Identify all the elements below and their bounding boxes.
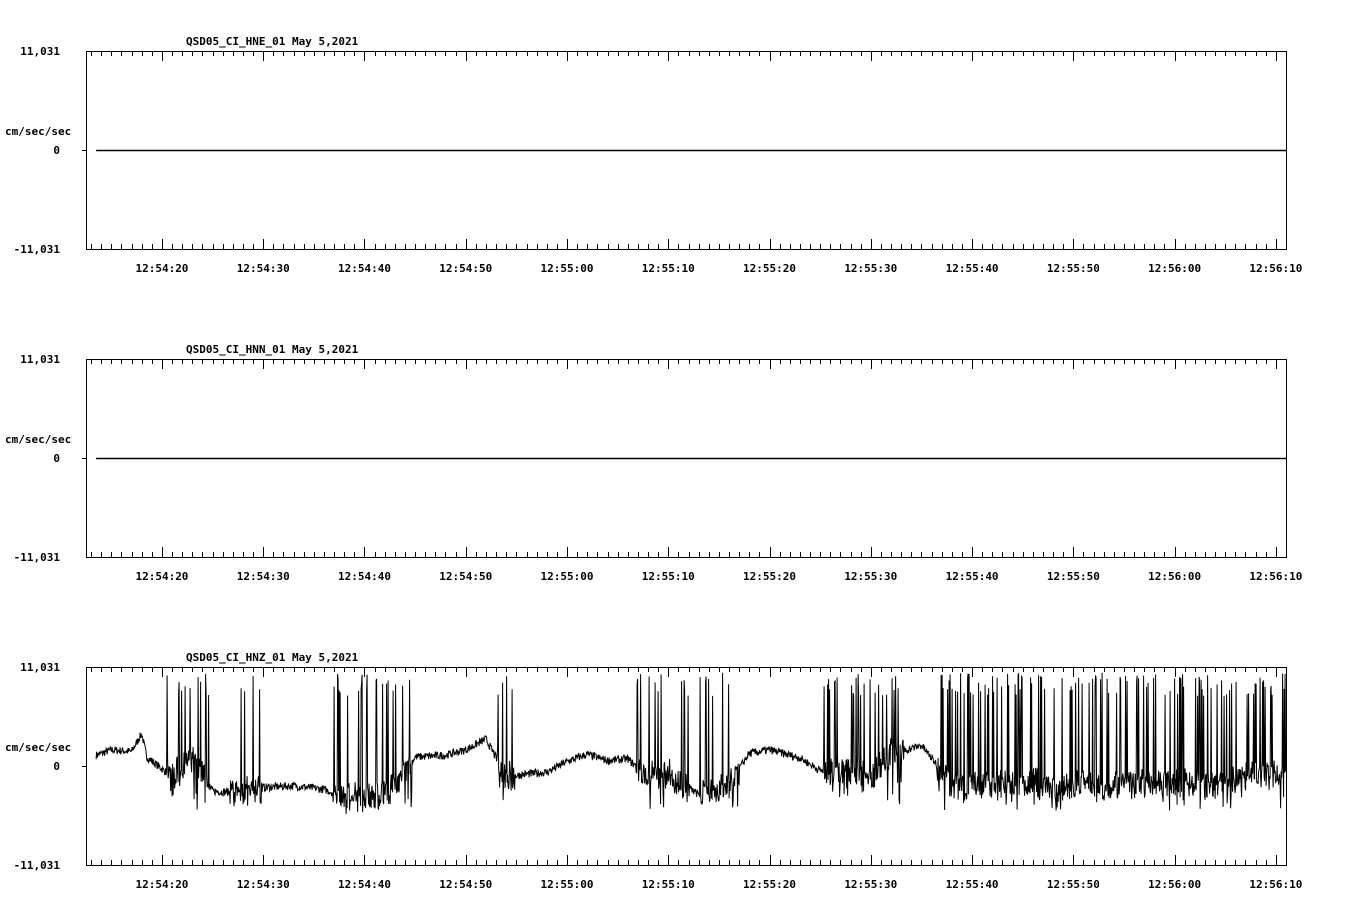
x-tick-label: 12:55:40 [945,878,999,891]
x-tick-label: 12:55:10 [641,878,695,891]
x-tick-label: 12:54:20 [135,570,189,583]
seismogram-panel [5,343,1302,583]
x-tick-label: 12:54:30 [236,878,290,891]
x-tick-label: 12:55:20 [743,262,797,275]
y-tick-label: -11,031 [13,551,60,564]
x-tick-label: 12:56:00 [1148,878,1202,891]
x-tick-label: 12:54:20 [135,878,189,891]
x-tick-label: 12:56:10 [1249,878,1303,891]
x-tick-label: 12:55:00 [540,570,594,583]
panel-title: QSD05_CI_HNE_01 May 5,2021 [186,35,359,48]
panel-title: QSD05_CI_HNN_01 May 5,2021 [186,343,359,356]
x-tick-label: 12:55:20 [743,570,797,583]
seismogram-panel [5,35,1302,275]
y-tick-label: 0 [53,452,60,465]
y-tick-label: -11,031 [13,859,60,872]
x-tick-label: 12:55:40 [945,262,999,275]
y-tick-label: 11,031 [20,661,60,674]
x-tick-label: 12:55:40 [945,570,999,583]
x-tick-label: 12:55:50 [1046,878,1100,891]
y-axis-label: cm/sec/sec [5,741,72,754]
x-tick-label: 12:55:30 [844,262,898,275]
x-tick-label: 12:55:50 [1046,570,1100,583]
x-tick-label: 12:55:20 [743,878,797,891]
x-tick-label: 12:54:50 [439,878,493,891]
x-tick-label: 12:55:00 [540,262,594,275]
x-tick-label: 12:55:00 [540,878,594,891]
y-tick-label: -11,031 [13,243,60,256]
y-tick-label: 0 [53,760,60,773]
x-tick-label: 12:56:00 [1148,570,1202,583]
x-tick-label: 12:55:50 [1046,262,1100,275]
x-tick-label: 12:54:40 [337,878,391,891]
seismogram-panel [5,651,1302,891]
y-tick-label: 11,031 [20,45,60,58]
y-axis-label: cm/sec/sec [5,433,72,446]
panel-title: QSD05_CI_HNZ_01 May 5,2021 [186,651,359,664]
x-tick-label: 12:55:10 [641,262,695,275]
x-tick-label: 12:54:40 [337,262,391,275]
x-tick-label: 12:54:40 [337,570,391,583]
x-tick-label: 12:56:00 [1148,262,1202,275]
y-axis-label: cm/sec/sec [5,125,72,138]
x-tick-label: 12:55:30 [844,570,898,583]
x-tick-label: 12:56:10 [1249,570,1303,583]
x-tick-label: 12:54:50 [439,570,493,583]
x-tick-label: 12:54:30 [236,262,290,275]
x-tick-label: 12:56:10 [1249,262,1303,275]
x-tick-label: 12:54:20 [135,262,189,275]
x-tick-label: 12:54:30 [236,570,290,583]
y-tick-label: 11,031 [20,353,60,366]
x-tick-label: 12:55:30 [844,878,898,891]
y-tick-label: 0 [53,144,60,157]
series-line [96,673,1286,814]
x-tick-label: 12:54:50 [439,262,493,275]
x-tick-label: 12:55:10 [641,570,695,583]
